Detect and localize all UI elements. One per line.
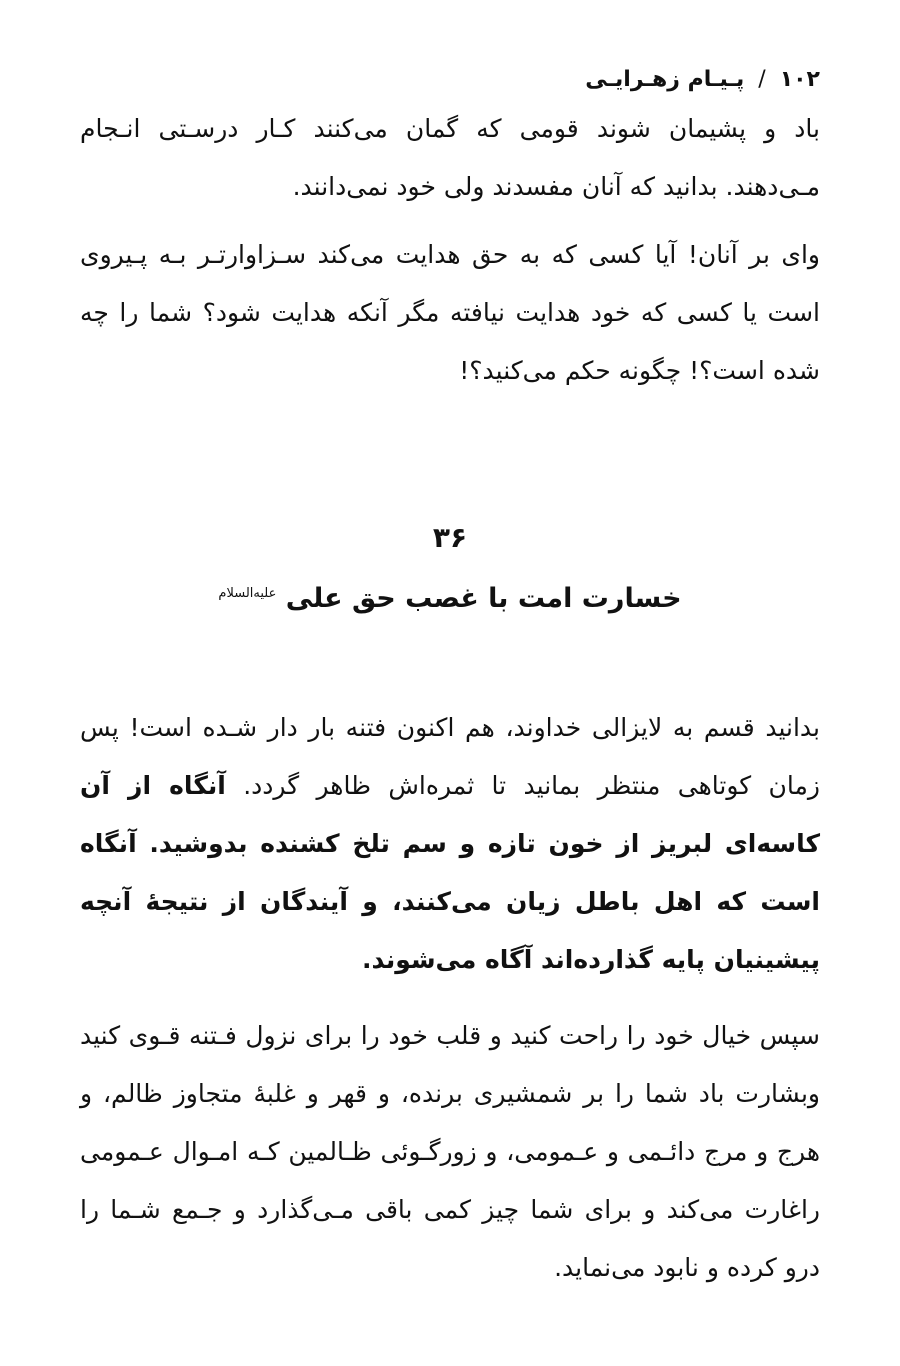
running-head [80,60,820,100]
chapter-number: ۳۶ [432,521,468,554]
paragraph-3-regular: بدانید قسم به لایزالی خداوند، هم اکنون فتنه بار دار شـده است! پس زمان کوتاهی منتظر بمانید تا ثمره‌اش ظاهر گردد. [80,713,820,800]
chapter-heading [80,572,820,621]
paragraph-3 [80,699,820,989]
paragraph-3-bold: آنگاه از آن کاسه‌ای لبریز از خون تازه و سم تلخ کشنده بدوشید. آنگاه است که اهل باطل زیان می‌کنند، و آیندگان از نتیجهٔ آنچه پیشینیان پایه گذارده‌اند آگاه می‌شوند. [80,771,820,974]
paragraph-2: وای بر آنان! آیا کسی که به حق هدایت می‌کند سـزاوارتـر بـه پـیروی است یا کسی که خود هدایت نیافته مگر آنکه هدایت شود؟ شما را چه شده است؟! چگونه حکم می‌کنید؟! [80,240,820,385]
chapter-title: خسارت امت با غصب حق علی [285,583,682,614]
book-title: پـیـام زهـرایـی [585,67,745,92]
header-separator: / [758,67,766,92]
page-number: ۱۰۲ [779,67,820,92]
paragraph-1: باد و پشیمان شوند قومی که گمان می‌کنند کـار درسـتی انـجام مـی‌دهند. بدانید که آنان مفسدند ولی خود نمی‌دانند. [80,114,820,201]
page [80,60,820,1297]
paragraph-4: سپس خیال خود را راحت کنید و قلب خود را برای نزول فـتنه قـوی کنید وبشارت باد شما را بر شمشیری برنده، و قهر و غلبهٔ متجاوز ظالم، و هرج و مرج دائـمی و عـمومی، و زورگـوئی ظـالمین کـه امـوال عـمومی راغارت می‌کند و برای شما چیز کمی باقی مـی‌گذارد و جـمع شـما را درو کرده و نابود می‌نماید. [80,1021,820,1282]
honorific-glyph: علیه‌السلام [218,586,277,601]
